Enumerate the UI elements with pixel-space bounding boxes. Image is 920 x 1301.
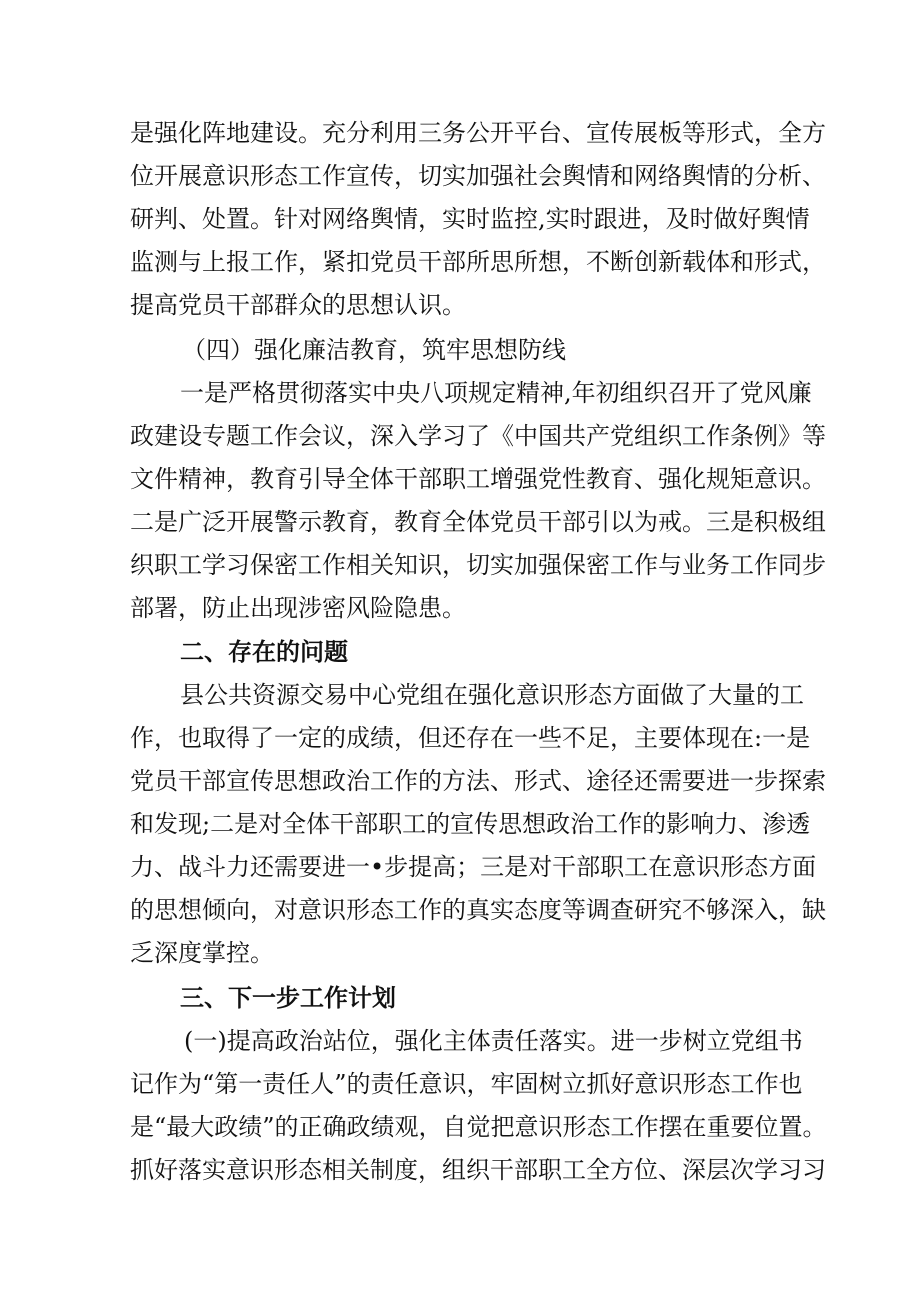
paragraph-line: 部署，防止出现涉密风险隐患。 bbox=[130, 594, 466, 622]
paragraph-line: 是“最大政绩”的正确政绩观，自觉把意识形态工作摆在重要位置。 bbox=[130, 1113, 827, 1141]
paragraph-line: 党员干部宣传思想政治工作的方法、形式、途径还需要进一步探索 bbox=[130, 767, 826, 795]
paragraph-line: 是强化阵地建设。充分利用三务公开平台、宣传展板等形式，全方 bbox=[130, 119, 826, 147]
paragraph-line: 的思想倾向，对意识形态工作的真实态度等调查研究不够深入，缺 bbox=[130, 896, 826, 924]
paragraph-line: 文件精神，教育引导全体干部职工增强党性教育、强化规矩意识。 bbox=[130, 465, 826, 493]
paragraph-line: 位开展意识形态工作宣传，切实加强社会舆情和网络舆情的分析、 bbox=[130, 162, 826, 190]
paragraph-line: 力、战斗力还需要进一•步提高；三是对干部职工在意识形态方面 bbox=[130, 853, 817, 881]
paragraph-line: 政建设专题工作会议，深入学习了《中国共产党组织工作条例》等 bbox=[130, 422, 826, 450]
paragraph-line: 织职工学习保密工作相关知识，切实加强保密工作与业务工作同步 bbox=[130, 551, 826, 579]
paragraph-line: 监测与上报工作，紧扣党员干部所思所想，不断创新载体和形式， bbox=[130, 248, 826, 276]
section-heading: 三、下一步工作计划 bbox=[180, 983, 396, 1012]
paragraph-line: 县公共资源交易中心党组在强化意识形态方面做了大量的工 bbox=[180, 681, 804, 709]
paragraph-line: (一)提高政治站位，强化主体责任落实。进一步树立党组书 bbox=[184, 1027, 803, 1055]
paragraph-line: 研判、处置。针对网络舆情，实时监控,实时跟进，及时做好舆情 bbox=[130, 205, 810, 233]
paragraph-line: 作，也取得了一定的成绩，但还存在一些不足，主要体现在:一是 bbox=[130, 724, 811, 752]
section-heading: 二、存在的问题 bbox=[180, 637, 348, 666]
paragraph-line: 二是广泛开展警示教育，教育全体党员干部引以为戒。三是积极组 bbox=[130, 508, 826, 536]
paragraph-line: 记作为“第一责任人”的责任意识，牢固树立抓好意识形态工作也 bbox=[130, 1070, 803, 1098]
paragraph-line: 抓好落实意识形态相关制度，组织干部职工全方位、深层次学习习 bbox=[130, 1156, 826, 1184]
section-subheading: （四）强化廉洁教育，筑牢思想防线 bbox=[182, 336, 566, 364]
paragraph-line: 乏深度掌控。 bbox=[130, 939, 274, 967]
paragraph-line: 和发现;二是对全体干部职工的宣传思想政治工作的影响力、渗透 bbox=[130, 810, 811, 838]
paragraph-line: 提高党员干部群众的思想认识。 bbox=[130, 291, 466, 319]
paragraph-line: 一是严格贯彻落实中央八项规定精神,年初组织召开了党风廉 bbox=[180, 379, 812, 407]
